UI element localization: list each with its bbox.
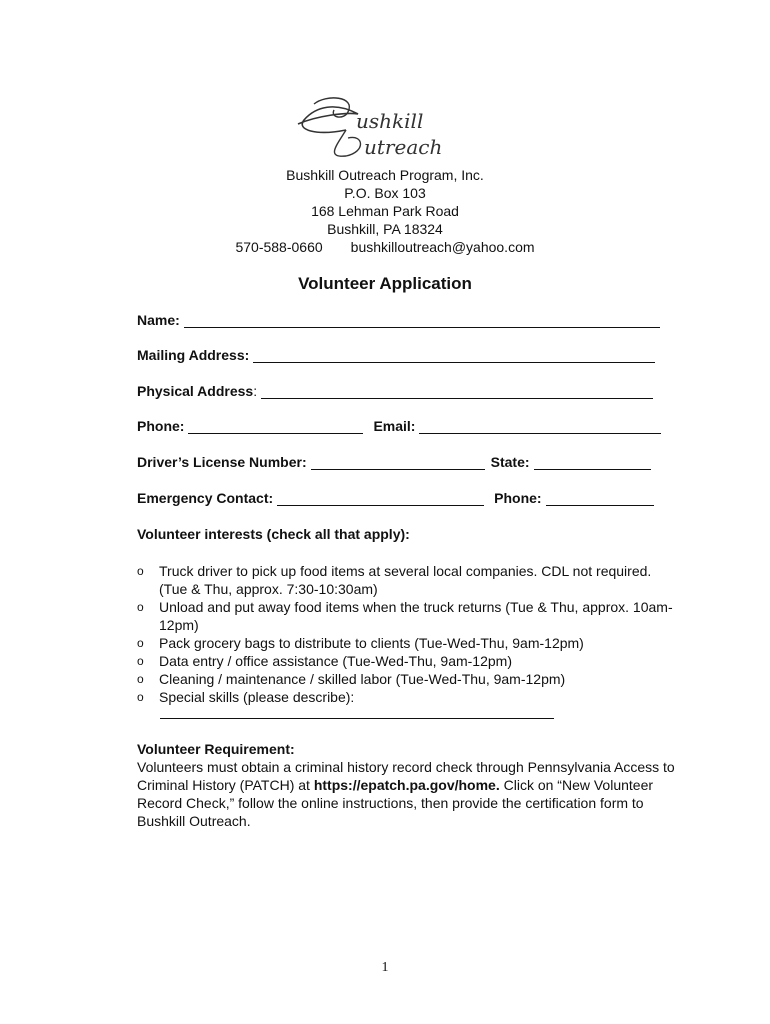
mailing-address-row — [137, 347, 655, 363]
emergency-contact-label: Emergency Contact: — [137, 490, 274, 506]
interest-text: Pack grocery bags to distribute to clients (Tue-Wed-Thu, 9am-12pm) — [159, 635, 584, 651]
interest-text: Data entry / office assistance (Tue-Wed-Thu, 9am-12pm) — [159, 653, 512, 669]
org-name: Bushkill Outreach Program, Inc. — [286, 167, 484, 183]
list-item[interactable] — [137, 634, 679, 652]
volunteer-requirement — [137, 740, 677, 830]
license-state-row — [137, 454, 651, 470]
mailing-address-label: Mailing Address: — [137, 347, 250, 363]
emergency-contact-field[interactable] — [277, 491, 484, 506]
physical-address-row — [137, 383, 653, 399]
license-label: Driver’s License Number: — [137, 454, 307, 470]
bushkill-outreach-logo — [286, 94, 486, 166]
checkbox-circle[interactable]: o — [137, 690, 144, 704]
street-address: 168 Lehman Park Road — [311, 203, 459, 219]
interest-text: Special skills (please describe): — [159, 689, 355, 705]
emergency-phone-label: Phone: — [494, 490, 542, 506]
city-state-zip: Bushkill, PA 18324 — [327, 221, 443, 237]
name-field-row — [137, 312, 660, 328]
physical-address-label: Physical Address — [137, 383, 254, 399]
physical-address-field[interactable] — [261, 384, 653, 399]
checkbox-circle[interactable]: o — [137, 564, 144, 578]
name-field[interactable] — [184, 313, 660, 328]
org-email: bushkilloutreach@yahoo.com — [350, 239, 535, 255]
interest-text: Unload and put away food items when the truck returns (Tue & Thu, approx. 10am-12pm) — [159, 599, 673, 633]
phone-field[interactable] — [188, 419, 363, 434]
contact-row — [0, 238, 770, 256]
requirement-text-before: Volunteers must obtain a criminal history record check through Pennsylvania Access to Criminal History (PATCH) at — [137, 759, 675, 793]
checkbox-circle[interactable]: o — [137, 672, 144, 686]
requirement-text — [137, 758, 677, 830]
organization-header — [0, 166, 770, 256]
svg-text:utreach: utreach — [364, 135, 443, 159]
phone-label: Phone: — [137, 418, 185, 434]
requirement-heading: Volunteer Requirement: — [137, 741, 295, 757]
interest-text: Truck driver to pick up food items at several local companies. CDL not required. (Tue & Thu, approx. 7:30-10:30am) — [159, 563, 652, 597]
page-number: 1 — [381, 960, 389, 975]
phone-email-row — [137, 418, 661, 434]
list-item[interactable] — [137, 688, 679, 706]
physical-address-colon: : — [253, 383, 258, 399]
state-label: State: — [490, 454, 530, 470]
org-phone: 570-588-0660 — [235, 239, 323, 255]
checkbox-circle[interactable]: o — [137, 654, 144, 668]
email-field[interactable] — [419, 419, 661, 434]
page-title: Volunteer Application — [298, 274, 472, 293]
license-field[interactable] — [311, 455, 485, 470]
emergency-phone-field[interactable] — [546, 491, 654, 506]
checkbox-circle[interactable]: o — [137, 600, 144, 614]
state-field[interactable] — [534, 455, 651, 470]
emergency-contact-row — [137, 490, 654, 506]
name-label: Name: — [137, 312, 180, 328]
interests-heading: Volunteer interests (check all that apply): — [137, 526, 410, 542]
interest-text: Cleaning / maintenance / skilled labor (Tue-Wed-Thu, 9am-12pm) — [159, 671, 566, 687]
interests-list — [137, 562, 679, 706]
checkbox-circle[interactable]: o — [137, 636, 144, 650]
list-item[interactable] — [137, 598, 679, 634]
svg-text:ushkill: ushkill — [356, 109, 424, 133]
po-box: P.O. Box 103 — [344, 185, 426, 201]
patch-link[interactable]: https://epatch.pa.gov/home. — [313, 777, 500, 793]
special-skills-field[interactable] — [160, 718, 554, 719]
list-item[interactable] — [137, 670, 679, 688]
requirement-text-after: Click on “New Volunteer Record Check,” follow the online instructions, then provide the certification form to Bushkill Outreach. — [137, 777, 654, 829]
list-item[interactable] — [137, 652, 679, 670]
list-item[interactable] — [137, 562, 679, 598]
email-label: Email: — [373, 418, 416, 434]
mailing-address-field[interactable] — [253, 348, 655, 363]
